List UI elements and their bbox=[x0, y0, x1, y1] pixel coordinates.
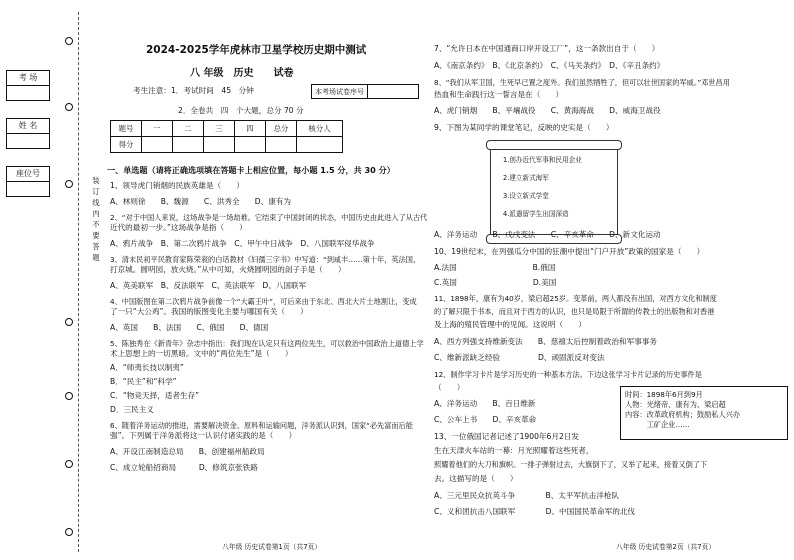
exam-title: 2024-2025学年虎林市卫星学校历史期中测试 bbox=[146, 44, 367, 56]
question-line: 去。这描写的是（ ） bbox=[434, 474, 518, 483]
binding-line-text: 装订线内不要答题 bbox=[92, 176, 100, 262]
question-line: 8、“我们从军卫国，生死早已置之度外。我们虽然牺牲了，但可以壮世国家的军威。”邓世昌用 bbox=[434, 78, 730, 87]
option-line: A、《南京条约》 B、《北京条约》 C、《马关条约》 D、《辛丑条约》 bbox=[434, 61, 665, 70]
exam-room-field[interactable] bbox=[7, 86, 49, 100]
question-line: 1、领导虎门销烟的民族英雄是（ ） bbox=[110, 181, 244, 190]
score-cell: 一 bbox=[142, 121, 173, 137]
score-input-cell[interactable] bbox=[142, 137, 173, 153]
score-input-cell[interactable] bbox=[297, 137, 343, 153]
score-input-cell[interactable] bbox=[235, 137, 266, 153]
name-box bbox=[6, 118, 50, 149]
score-cell: 核分人 bbox=[297, 121, 343, 137]
left-column bbox=[110, 181, 432, 473]
question-line: 打京城。圆明园，放火烧。”从中可知，火烧圆明园的刽子手是（ ） bbox=[110, 265, 346, 274]
note-item: 4.派遣留学生出国深造 bbox=[503, 210, 569, 218]
option-line: D．三民主义 bbox=[110, 405, 154, 414]
section-1-heading: 一、单选题（请将正确选项填在答题卡上相应位置，每小题 1.5 分，共 30 分） bbox=[107, 165, 395, 175]
option-line: A、鸦片战争 B、第二次鸦片战争 C、甲午中日战争 D、八国联军侵华战争 bbox=[110, 239, 375, 248]
question-line: 4、中国版图在第二次鸦片战争前像一个“大霸王叶”，可后来由于东北、西北大片土地割让，变成 bbox=[110, 297, 417, 306]
score-input-cell[interactable] bbox=[266, 137, 297, 153]
question-line: 6、随着洋务运动的推进，需要解决资金、原料和运输问题，洋务派认识到，国家“必先富而后能 bbox=[110, 421, 413, 430]
card-line: 人物：光绪帝、康有为、梁启超 bbox=[625, 400, 726, 409]
question-line: 照耀着他们的大刀和旗帜。一排子弹射过去，大旗倒下了，又举了起来，接着又倒了下 bbox=[434, 460, 708, 469]
question-line: 近代的最初一步。”这场战争是指（ ） bbox=[110, 223, 247, 232]
question-line: 10、19世纪末，在列强瓜分中国的狂潮中提出“门户开放”政策的国家是（ ） bbox=[434, 247, 705, 256]
card-line: 内容：改革政府机构；鼓励私人兴办 bbox=[625, 410, 741, 419]
exam-number-label: 本考场试卷序号 bbox=[312, 85, 368, 99]
name-label: 姓 名 bbox=[7, 119, 49, 134]
score-table-score-row bbox=[111, 137, 343, 153]
option-line: A、林则徐 B、魏源 C、洪秀全 D、康有为 bbox=[110, 197, 292, 206]
question-line: 2、“对于中国人来说，这场战争是一场劫难。它结束了中国封闭的状态，中国历史由此进入了从古代 bbox=[110, 213, 428, 222]
question-line: （ ） bbox=[434, 383, 465, 392]
exam-room-label: 考 场 bbox=[7, 71, 49, 86]
class-note-scroll bbox=[490, 144, 618, 240]
binding-hole bbox=[65, 318, 73, 326]
binding-hole bbox=[65, 180, 73, 188]
notice-line-2: 2．全卷共 四 个大题，总分 70 分 bbox=[178, 106, 304, 115]
question-line: 生在天津火车站的一幕：月光照耀着这些死者， bbox=[434, 446, 594, 455]
option-line: A、英美联军 B、反法联军 C、英法联军 D、八国联军 bbox=[110, 281, 307, 290]
seat-number-label: 座位号 bbox=[7, 167, 49, 182]
option-line: C、义和团抗击八国联军 D、中国国民革命军的北伐 bbox=[434, 507, 635, 516]
score-cell: 得分 bbox=[111, 137, 142, 153]
score-input-cell[interactable] bbox=[204, 137, 235, 153]
exam-number-field[interactable] bbox=[368, 85, 419, 99]
option-line: A、三元里民众抗英斗争 B、太平军抗击洋枪队 bbox=[434, 491, 620, 500]
page-footer-right: 八年级 历史试卷第2页（共7页） bbox=[616, 543, 716, 551]
score-input-cell[interactable] bbox=[173, 137, 204, 153]
option-line: C．“物竞天择，适者生存” bbox=[110, 391, 200, 400]
option-line: A．“师夷长技以制夷” bbox=[110, 363, 184, 372]
note-item: 2.建立新式海军 bbox=[503, 174, 549, 182]
name-field[interactable] bbox=[7, 134, 49, 148]
binding-hole bbox=[65, 37, 73, 45]
binding-hole bbox=[65, 460, 73, 468]
score-cell: 总分 bbox=[266, 121, 297, 137]
score-table-header-row bbox=[111, 121, 343, 137]
question-line: 7、“允许日本在中国通商口岸开设工厂”，这一条款出自于（ ） bbox=[434, 44, 660, 53]
option-line: C、维新派缺乏经验 D、顽固派反对变法 bbox=[434, 353, 605, 362]
option-line: C、成立轮船招商局 D、修筑京张铁路 bbox=[110, 463, 258, 472]
question-line: 11、1898年，康有为40岁，梁启超25岁。变革前，两人都没有出国，对西方文化和制度 bbox=[434, 294, 717, 303]
question-line: 强”。下列属于洋务派将这一认识付诸实践的是（ ） bbox=[110, 431, 297, 440]
note-item: 3.设立新式学堂 bbox=[503, 192, 549, 200]
question-line: 的了解只限于书本，而且对于西方的认识，也只是局限于所谓的传教士的出版物和对香港 bbox=[434, 307, 715, 316]
exam-number-box bbox=[311, 84, 419, 99]
question-line: 3、清末民初平民教育家陈荣衮的白话教材《妇孺三字书》中写道：“到咸丰……第十年，英法国， bbox=[110, 255, 421, 264]
option-line: A、西方列强支持维新变法 B、慈禧太后控制着政治和军事事务 bbox=[434, 337, 658, 346]
page-footer-left: 八年级 历史试卷第1页（共7页） bbox=[222, 543, 322, 551]
question-line: 12、制作学习卡片是学习历史的一种基本方法。下边这张学习卡片记录的历史事件是 bbox=[434, 370, 702, 379]
option-line: C.英国 D.美国 bbox=[434, 278, 557, 287]
option-line: A、虎门销烟 B、平壤战役 C、黄海海战 D、威海卫战役 bbox=[434, 106, 661, 115]
card-line: 时间：1898年6月到9月 bbox=[625, 390, 703, 399]
option-line: B．“民主”和“科学” bbox=[110, 377, 177, 386]
score-table bbox=[110, 120, 343, 153]
score-cell: 三 bbox=[204, 121, 235, 137]
card-line: 工矿企业…… bbox=[625, 420, 690, 429]
exam-subtitle: 八 年级 历史 试卷 bbox=[190, 68, 294, 79]
option-line: A.法国 B.俄国 bbox=[434, 263, 556, 272]
option-line: A、英国 B、法国 C、俄国 D、德国 bbox=[110, 323, 269, 332]
binding-hole bbox=[65, 528, 73, 536]
score-cell: 二 bbox=[173, 121, 204, 137]
seat-number-field[interactable] bbox=[7, 182, 49, 196]
question-line: 13、一位俄国记者记述了1900年6月2日发 bbox=[434, 432, 579, 441]
seat-number-box bbox=[6, 166, 50, 197]
score-cell: 四 bbox=[235, 121, 266, 137]
question-line: 9、下图为某同学的课堂笔记，反映的史实是（ ） bbox=[434, 123, 614, 132]
note-item: 1.创办近代军事和民用企业 bbox=[503, 156, 582, 164]
option-line: A、开设江南制造总局 B、创建福州船政局 bbox=[110, 447, 265, 456]
binding-dashed-line bbox=[78, 12, 79, 552]
option-line: A、洋务运动 B、戊戌变法 C、辛亥革命 D、新文化运动 bbox=[434, 230, 661, 239]
notice-line-1: 考生注意：1．考试时间 45 分钟 bbox=[133, 86, 254, 95]
score-cell: 题号 bbox=[111, 121, 142, 137]
question-line: 5、陈独秀在《新青年》杂志中指出：我们现在认定只有这两位先生，可以救治中国政治上道德上学 bbox=[110, 339, 424, 348]
question-line: 及上海的殖民管理中的见闻。这说明（ ） bbox=[434, 320, 586, 329]
exam-room-box bbox=[6, 70, 50, 101]
question-line: 术上思想上的一切黑暗。文中的“两位先生”是（ ） bbox=[110, 349, 293, 358]
question-line: 热血和生命践行这一誓言是在（ ） bbox=[434, 90, 564, 99]
scroll-top-roll bbox=[486, 140, 622, 150]
option-line: A、洋务运动 B、百日维新 bbox=[434, 399, 536, 408]
study-card bbox=[620, 386, 788, 440]
option-line: C、公车上书 D、辛亥革命 bbox=[434, 415, 537, 424]
question-line: 了一只“大公鸡”。我国的版图变化主要与哪国有关（ ） bbox=[110, 307, 308, 316]
binding-hole bbox=[65, 103, 73, 111]
binding-hole bbox=[65, 392, 73, 400]
